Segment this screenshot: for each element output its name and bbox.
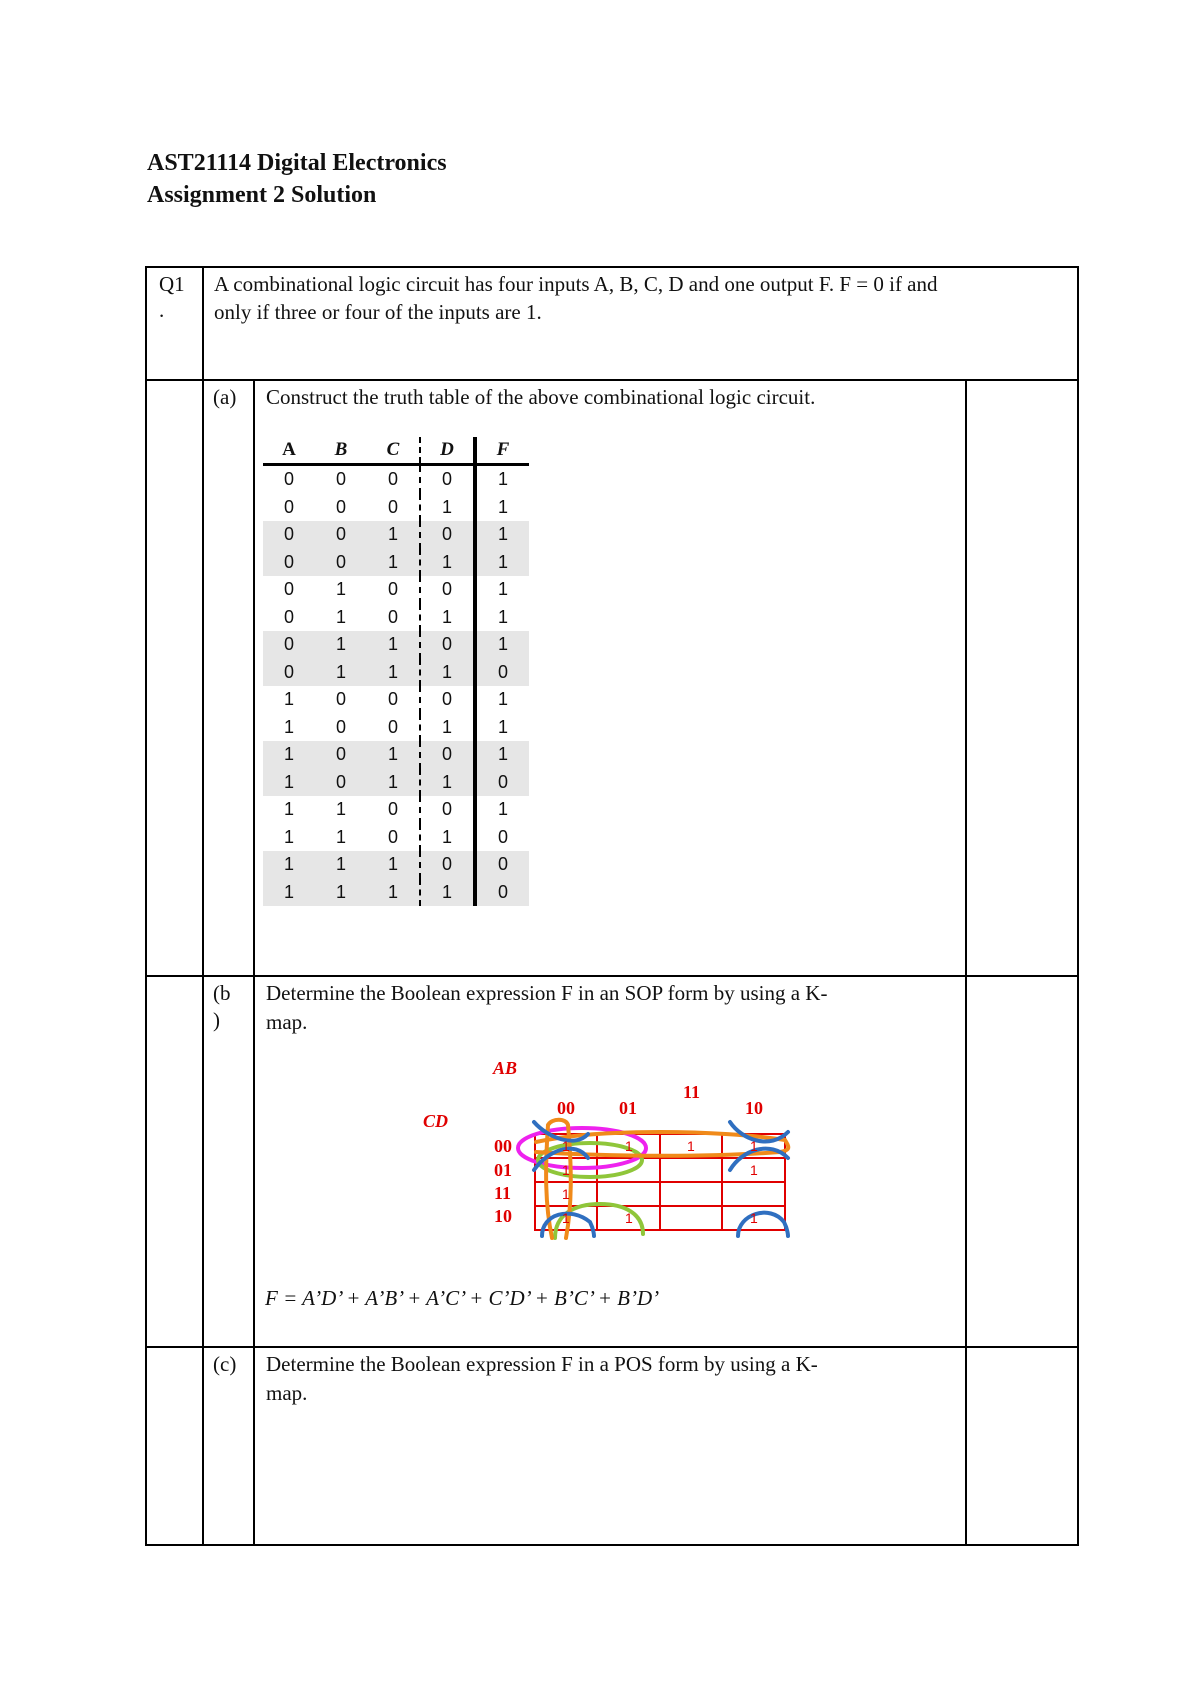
truth-table-cell: 1: [497, 469, 508, 490]
truth-table-row: [263, 769, 529, 797]
truth-table-row: [263, 549, 529, 577]
truth-table-cell: 1: [367, 879, 420, 907]
question-number: Q1: [159, 272, 185, 296]
truth-table-cell: 0: [315, 741, 367, 769]
truth-table-cell: 1: [315, 631, 367, 659]
kmap-cell-10-00: 1: [562, 1210, 570, 1226]
truth-table-cell: 0: [475, 879, 529, 907]
corner-blue-top-right: [730, 1122, 788, 1170]
truth-table-cell: 0: [283, 496, 294, 517]
truth-table-cell: 1: [420, 769, 475, 797]
question-text-line-2: only if three or four of the inputs are 1.: [214, 300, 542, 324]
kmap-cell-10-10: 1: [750, 1210, 758, 1226]
truth-table-cell: 0: [420, 686, 475, 714]
truth-table-row: [263, 521, 529, 549]
truth-table-cell: 1: [335, 826, 346, 847]
truth-table-cell: 0: [335, 469, 346, 490]
kmap-cell-11-00: 1: [562, 1186, 570, 1202]
truth-table-cell: 1: [420, 494, 475, 522]
truth-table-cell: 0: [475, 769, 529, 797]
truth-table-cell: 0: [315, 521, 367, 549]
truth-table-cell: 1: [367, 521, 420, 549]
truth-table-cell: 0: [420, 741, 475, 769]
truth-table-cell: 1: [420, 714, 475, 742]
kmap-col-header-00: 00: [557, 1098, 575, 1118]
kmap-cell-00-11: 1: [687, 1138, 695, 1154]
truth-table: [263, 437, 529, 906]
part-b-label-line-2: ): [213, 1008, 220, 1032]
truth-table-cell: 1: [497, 606, 508, 627]
kmap-row-header-11: 11: [494, 1183, 512, 1203]
kmap-cell-00-00: 1: [562, 1138, 570, 1154]
corner-blue-bottom-right: [738, 1213, 788, 1236]
part-a-question: Construct the truth table of the above combinational logic circuit.: [266, 385, 816, 409]
kmap-col-header-11: 11: [683, 1082, 701, 1102]
truth-table-cell: 1: [335, 579, 346, 600]
truth-table-cell: 1: [367, 741, 420, 769]
truth-table-row: [263, 631, 529, 659]
truth-table-cell: 0: [263, 659, 315, 687]
truth-table-row: [263, 851, 529, 879]
truth-table-cell: 1: [420, 604, 475, 632]
kmap-cell-00-01: 1: [625, 1138, 633, 1154]
part-a-label: (a): [213, 385, 237, 409]
truth-table-cell: 1: [335, 799, 346, 820]
truth-table-cell: 1: [497, 689, 508, 710]
truth-table-cell: 1: [367, 631, 420, 659]
kmap-ab-label: AB: [493, 1058, 518, 1078]
truth-table-cell: 1: [263, 851, 315, 879]
truth-table-row: [263, 879, 529, 907]
truth-table-cell: 1: [283, 689, 294, 710]
kmap-cell-01-00: 1: [562, 1162, 570, 1178]
truth-table-cell: 1: [283, 716, 294, 737]
truth-table-cell: 1: [420, 879, 475, 907]
truth-table-cell: 1: [367, 769, 420, 797]
part-b-question-line-1: Determine the Boolean expression F in an SOP form by using a K-: [266, 981, 828, 1005]
truth-table-cell: 1: [367, 549, 420, 577]
part-b-question-line-2: map.: [266, 1010, 308, 1034]
truth-table-cell: 0: [367, 686, 420, 714]
truth-table-cell: 1: [367, 659, 420, 687]
truth-table-cell: 0: [263, 549, 315, 577]
sop-answer: F = A’D’ + A’B’ + A’C’ + C’D’ + B’C’ + B’D’: [265, 1286, 660, 1310]
col-header-c: C: [367, 437, 420, 465]
truth-table-cell: 1: [283, 826, 294, 847]
truth-table-row: [263, 686, 529, 714]
truth-table-cell: 1: [497, 799, 508, 820]
truth-table-cell: 0: [420, 521, 475, 549]
truth-table-cell: 1: [315, 879, 367, 907]
truth-table-cell: 0: [475, 851, 529, 879]
truth-table-row: [263, 796, 529, 824]
truth-table-row: [263, 741, 529, 769]
truth-table-cell: 0: [497, 826, 508, 847]
truth-table-cell: 1: [497, 716, 508, 737]
truth-table-header: [263, 437, 529, 465]
kmap-col-header-01: 01: [619, 1098, 637, 1118]
truth-table-cell: 0: [315, 549, 367, 577]
truth-table-cell: 1: [263, 879, 315, 907]
truth-table-cell: 1: [283, 799, 294, 820]
document-subtitle: Assignment 2 Solution: [147, 182, 377, 208]
truth-table-body: [263, 465, 529, 907]
truth-table-row: [263, 604, 529, 632]
truth-table-cell: 1: [475, 631, 529, 659]
kmap-cell-10-01: 1: [625, 1210, 633, 1226]
kmap-cd-label: CD: [423, 1111, 449, 1131]
truth-table-cell: 1: [315, 851, 367, 879]
kmap-col-header-10: 10: [745, 1098, 763, 1118]
truth-table-cell: 1: [475, 549, 529, 577]
truth-table-cell: 0: [367, 824, 420, 852]
question-text-line-1: A combinational logic circuit has four inputs A, B, C, D and one output F. F = 0 if and: [214, 272, 938, 296]
truth-table-cell: 0: [263, 631, 315, 659]
truth-table-cell: 0: [367, 796, 420, 824]
question-number-dot: .: [159, 298, 165, 322]
part-c-label: (c): [213, 1352, 237, 1376]
truth-table-cell: 1: [335, 606, 346, 627]
kmap-row-header-10: 10: [494, 1206, 512, 1226]
truth-table-cell: 1: [497, 579, 508, 600]
truth-table-cell: 1: [420, 824, 475, 852]
truth-table-cell: 0: [263, 521, 315, 549]
document-title: AST21114 Digital Electronics: [147, 150, 447, 176]
truth-table-cell: 0: [283, 579, 294, 600]
truth-table-cell: 1: [263, 741, 315, 769]
truth-table-cell: 1: [263, 769, 315, 797]
kmap-grouping-loops: [518, 1120, 788, 1238]
part-c-question-line-2: map.: [266, 1381, 308, 1405]
col-header-b: B: [315, 437, 367, 465]
truth-table-row: [263, 494, 529, 522]
truth-table-cell: 0: [420, 796, 475, 824]
col-header-a: A: [263, 437, 315, 465]
truth-table-cell: 0: [283, 469, 294, 490]
truth-table-cell: 0: [335, 716, 346, 737]
truth-table-cell: 1: [420, 549, 475, 577]
truth-table-row: [263, 824, 529, 852]
truth-table-cell: 1: [475, 521, 529, 549]
truth-table-cell: 1: [367, 851, 420, 879]
truth-table-cell: 0: [367, 714, 420, 742]
truth-table-cell: 0: [283, 606, 294, 627]
truth-table-cell: 0: [367, 576, 420, 604]
truth-table-cell: 1: [315, 659, 367, 687]
corner-blue-top-left: [534, 1122, 588, 1170]
truth-table-cell: 1: [497, 496, 508, 517]
col-header-f: F: [475, 437, 529, 465]
kmap-cell-00-10: 1: [750, 1138, 758, 1154]
truth-table-cell: 0: [367, 465, 420, 494]
truth-table-row: [263, 465, 529, 494]
truth-table-cell: 0: [420, 851, 475, 879]
col-header-d: D: [420, 437, 475, 465]
truth-table-cell: 0: [475, 659, 529, 687]
truth-table-cell: 0: [367, 494, 420, 522]
truth-table-cell: 1: [420, 659, 475, 687]
truth-table-row: [263, 576, 529, 604]
kmap-cell-01-10: 1: [750, 1162, 758, 1178]
part-c-question-line-1: Determine the Boolean expression F in a POS form by using a K-: [266, 1352, 818, 1376]
truth-table-cell: 0: [335, 496, 346, 517]
truth-table-cell: 1: [475, 741, 529, 769]
truth-table-cell: 0: [335, 689, 346, 710]
truth-table-cell: 0: [315, 769, 367, 797]
kmap-row-header-01: 01: [494, 1160, 512, 1180]
part-b-label-line-1: (b: [213, 981, 231, 1005]
kmap-row-header-00: 00: [494, 1136, 512, 1156]
kmap-grid: [535, 1134, 785, 1230]
truth-table-cell: 0: [420, 631, 475, 659]
truth-table-cell: 0: [420, 465, 475, 494]
truth-table-cell: 0: [367, 604, 420, 632]
truth-table-row: [263, 659, 529, 687]
truth-table-row: [263, 714, 529, 742]
truth-table-cell: 0: [420, 576, 475, 604]
